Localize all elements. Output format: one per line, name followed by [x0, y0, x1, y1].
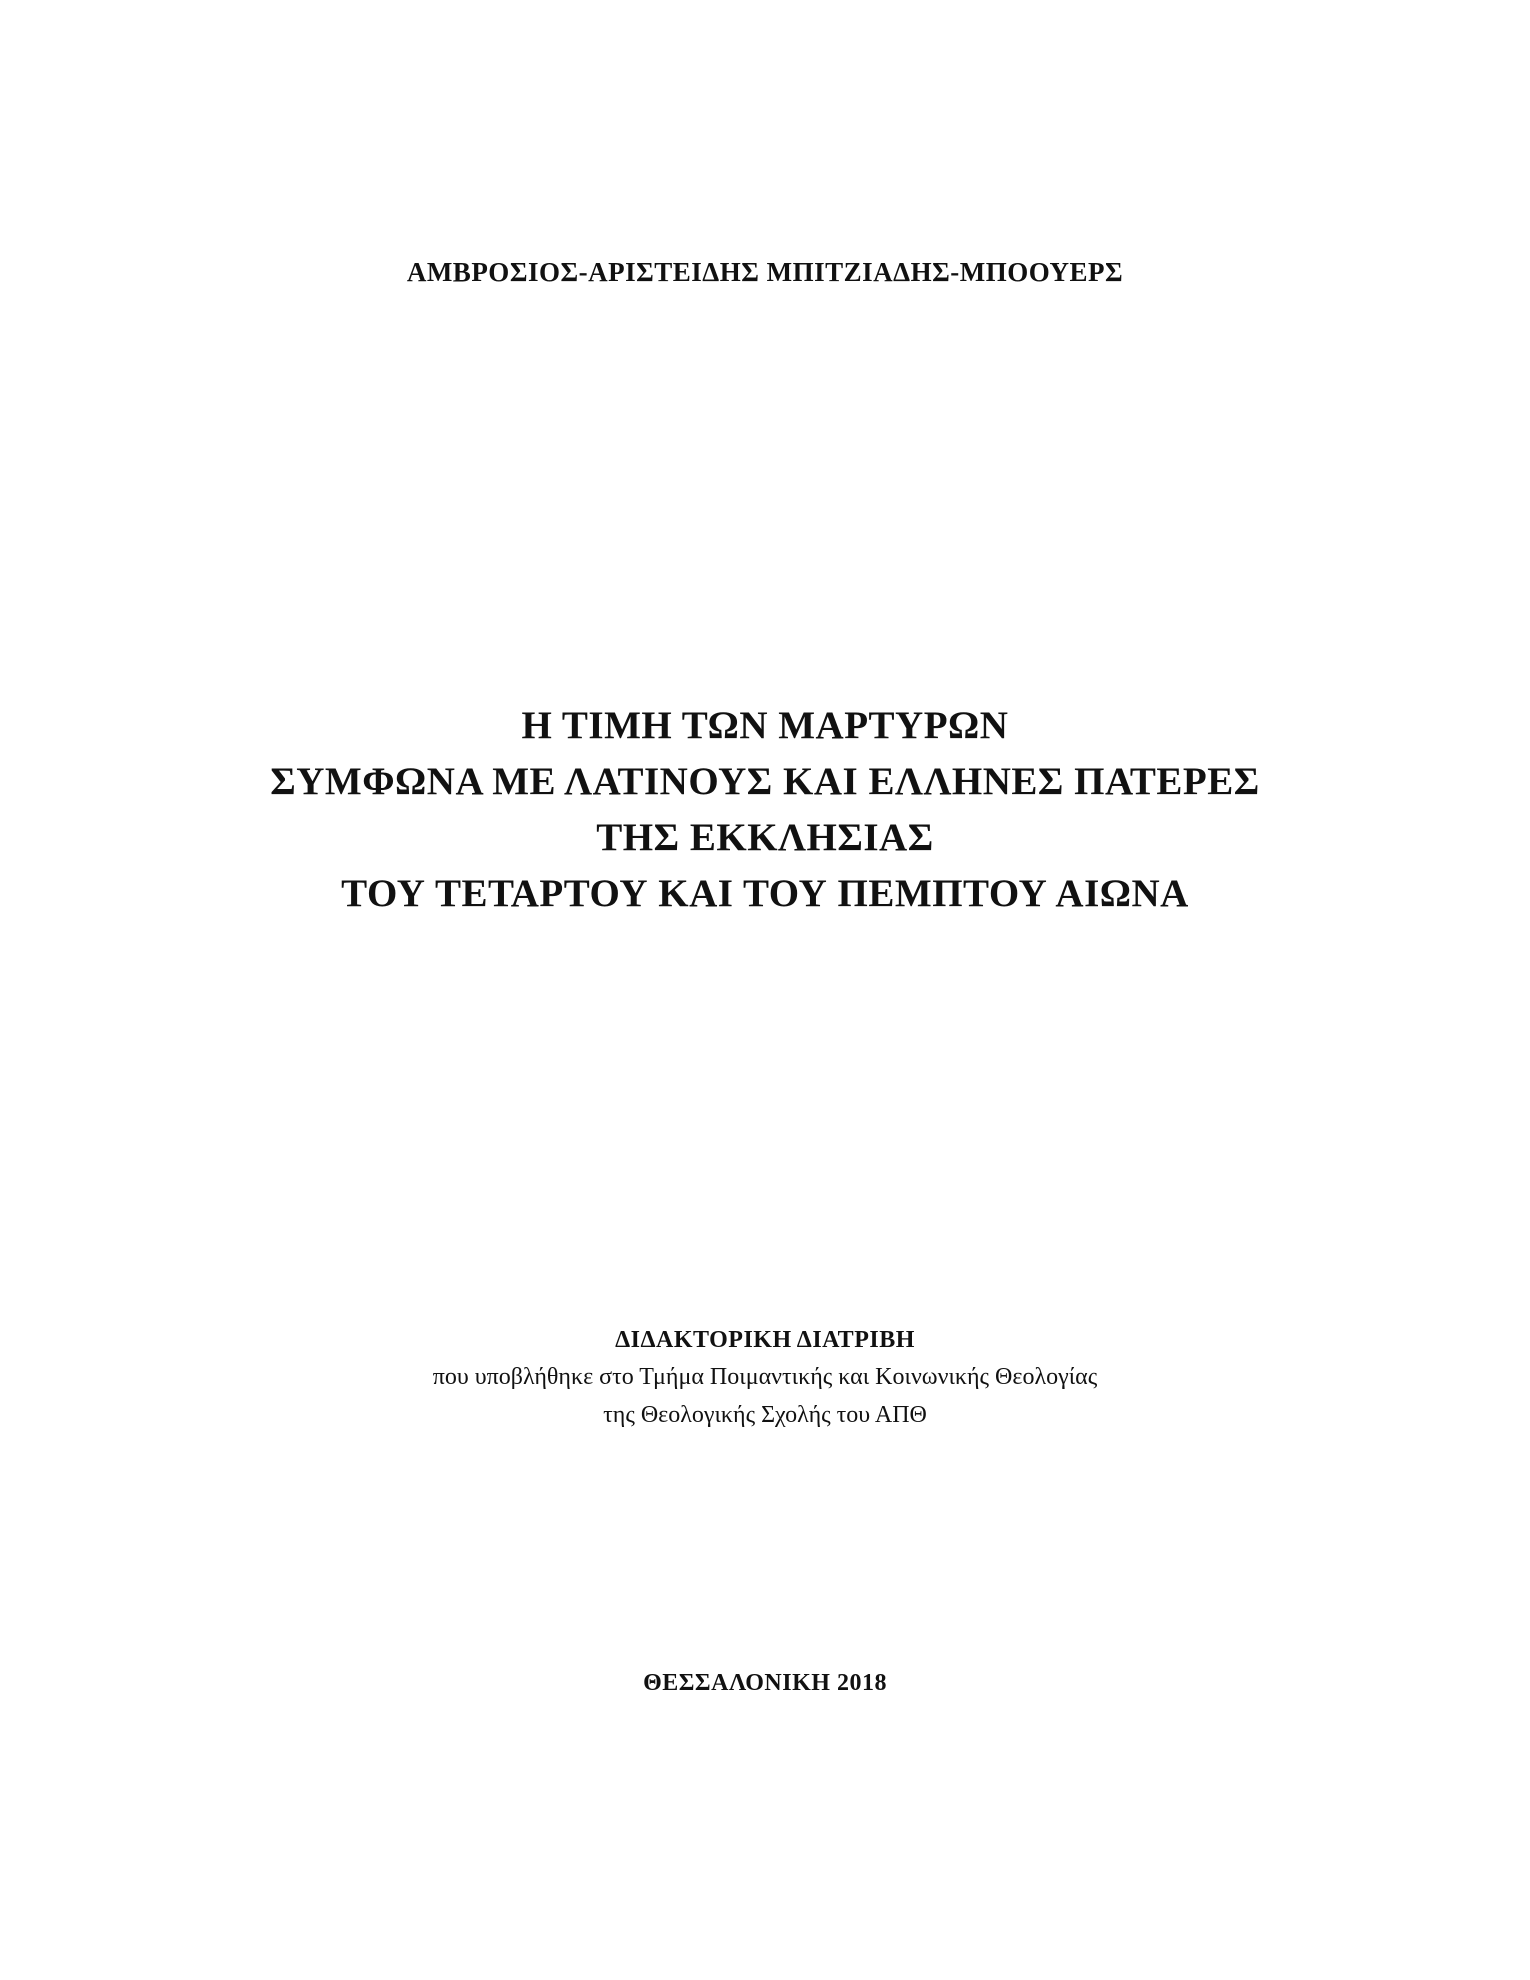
title-line: ΣΥΜΦΩΝΑ ΜΕ ΛΑΤΙΝΟΥΣ ΚΑΙ ΕΛΛΗΝΕΣ ΠΑΤΕΡΕΣ	[270, 760, 1260, 803]
thesis-info	[0, 1322, 1530, 1434]
thesis-type-label: ΔΙΔΑΚΤΟΡΙΚΗ ΔΙΑΤΡΙΒΗ	[615, 1327, 915, 1353]
title-line: ΤΗΣ ΕΚΚΛΗΣΙΑΣ	[596, 816, 934, 859]
author-name: ΑΜΒΡΟΣΙΟΣ-ΑΡΙΣΤΕΙΔΗΣ ΜΠΙΤΖΙΑΔΗΣ-ΜΠΟΟΥΕΡΣ	[406, 257, 1124, 287]
title-line: ΤΟΥ ΤΕΤΑΡΤΟΥ ΚΑΙ ΤΟΥ ΠΕΜΠΤΟΥ ΑΙΩΝΑ	[341, 872, 1189, 915]
thesis-description-line: που υποβλήθηκε στο Τμήμα Ποιμαντικής και Κοινωνικής Θεολογίας	[432, 1364, 1098, 1390]
place-and-year: ΘΕΣΣΑΛΟΝΙΚΗ 2018	[643, 1670, 887, 1696]
thesis-description-line: της Θεολογικής Σχολής του ΑΠΘ	[603, 1402, 927, 1428]
title-line: Η ΤΙΜΗ ΤΩΝ ΜΑΡΤΥΡΩΝ	[521, 704, 1009, 747]
thesis-title	[0, 698, 1530, 922]
